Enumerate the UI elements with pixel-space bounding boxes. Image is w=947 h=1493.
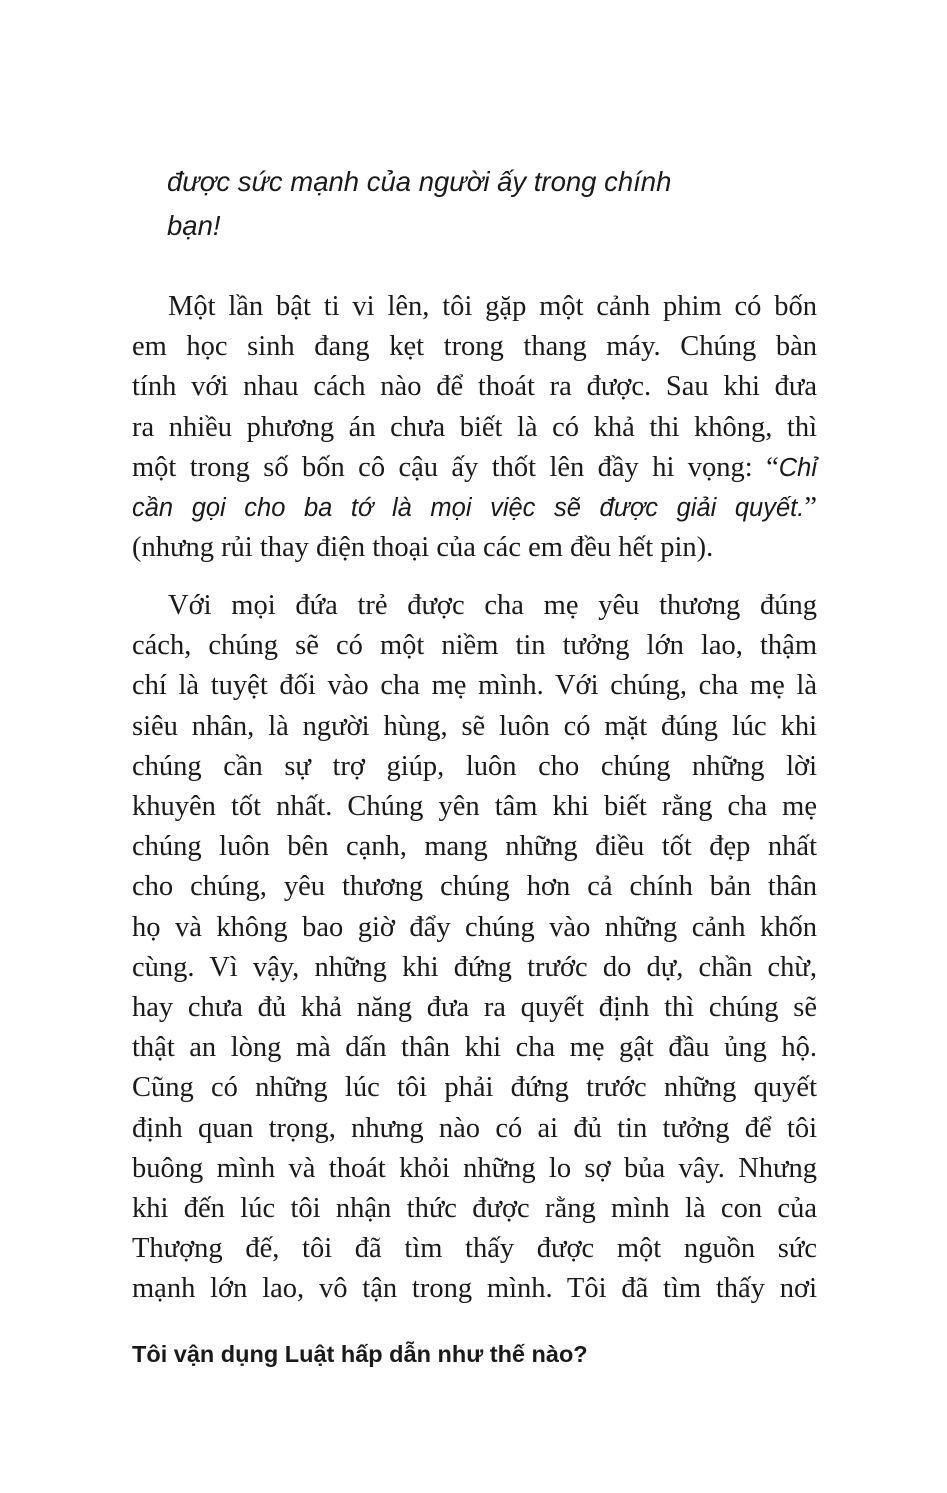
italic-quote	[167, 160, 787, 248]
text-line: ra nhiều phương án chưa biết là có khả thi không, thì	[132, 411, 817, 443]
text-line: Cũng có những lúc tôi phải đứng trước những quyết	[132, 1072, 817, 1104]
text-line: Một lần bật ti vi lên, tôi gặp một cảnh phim có bốn	[168, 291, 817, 322]
running-footer-title: Tôi vận dụng Luật hấp dẫn như thế nào?	[132, 1341, 588, 1367]
text-line: khuyên tốt nhất. Chúng yên tâm khi biết rằng cha mẹ	[132, 791, 817, 823]
text-line: cách, chúng sẽ có một niềm tin tưởng lớn lao, thậm	[132, 630, 817, 662]
text-line: siêu nhân, là người hùng, sẽ luôn có mặt đúng lúc khi	[132, 710, 817, 742]
text-line: mạnh lớn lao, vô tận trong mình. Tôi đã tìm thấy nơi	[132, 1273, 817, 1305]
text-line: tính với nhau cách nào để thoát ra được. Sau khi đưa	[132, 371, 817, 403]
text-line	[132, 488, 817, 528]
paragraph-parents-trust	[132, 586, 817, 1310]
text-line: cùng. Vì vậy, những khi đứng trước do dự, chần chừ,	[132, 951, 817, 983]
text-line: buông mình và thoát khỏi những lo sợ bủa vây. Nhưng	[132, 1152, 817, 1184]
closing-quote-mark: ”	[804, 492, 817, 524]
quoted-speech: Chỉ	[778, 453, 817, 482]
text-line: chí là tuyệt đối vào cha mẹ mình. Với chúng, cha mẹ là	[132, 670, 817, 702]
paragraph-elevator-story	[132, 287, 817, 568]
text-line: chúng cần sự trợ giúp, luôn cho chúng những lời	[132, 750, 817, 782]
text-line: hay chưa đủ khả năng đưa ra quyết định thì chúng sẽ	[132, 992, 817, 1024]
text-line: (nhưng rủi thay điện thoại của các em đều hết pin).	[132, 532, 714, 564]
text-line: em học sinh đang kẹt trong thang máy. Chúng bàn	[132, 331, 817, 363]
text-line: cho chúng, yêu thương chúng hơn cả chính bản thân	[132, 871, 817, 903]
quote-line: bạn!	[167, 210, 221, 241]
text-line: Với mọi đứa trẻ được cha mẹ yêu thương đúng	[168, 590, 817, 621]
text-line: họ và không bao giờ đẩy chúng vào những cảnh khốn	[132, 911, 817, 943]
text-line: chúng luôn bên cạnh, mang những điều tốt đẹp nhất	[132, 831, 817, 863]
quoted-speech: cần gọi cho ba tớ là mọi việc sẽ được giải quyết.	[132, 494, 805, 523]
text-segment: một trong số bốn cô cậu ấy thốt lên đầy hi vọng: “	[132, 451, 779, 483]
text-line: khi đến lúc tôi nhận thức được rằng mình là con của	[132, 1193, 817, 1225]
text-line	[132, 448, 817, 488]
quote-line: được sức mạnh của người ấy trong chính	[167, 166, 672, 197]
text-line: định quan trọng, nhưng nào có ai đủ tin tưởng để tôi	[132, 1112, 817, 1144]
text-line: thật an lòng mà dấn thân khi cha mẹ gật đầu ủng hộ.	[132, 1032, 817, 1064]
text-line: Thượng đế, tôi đã tìm thấy được một nguồn sức	[132, 1233, 817, 1265]
